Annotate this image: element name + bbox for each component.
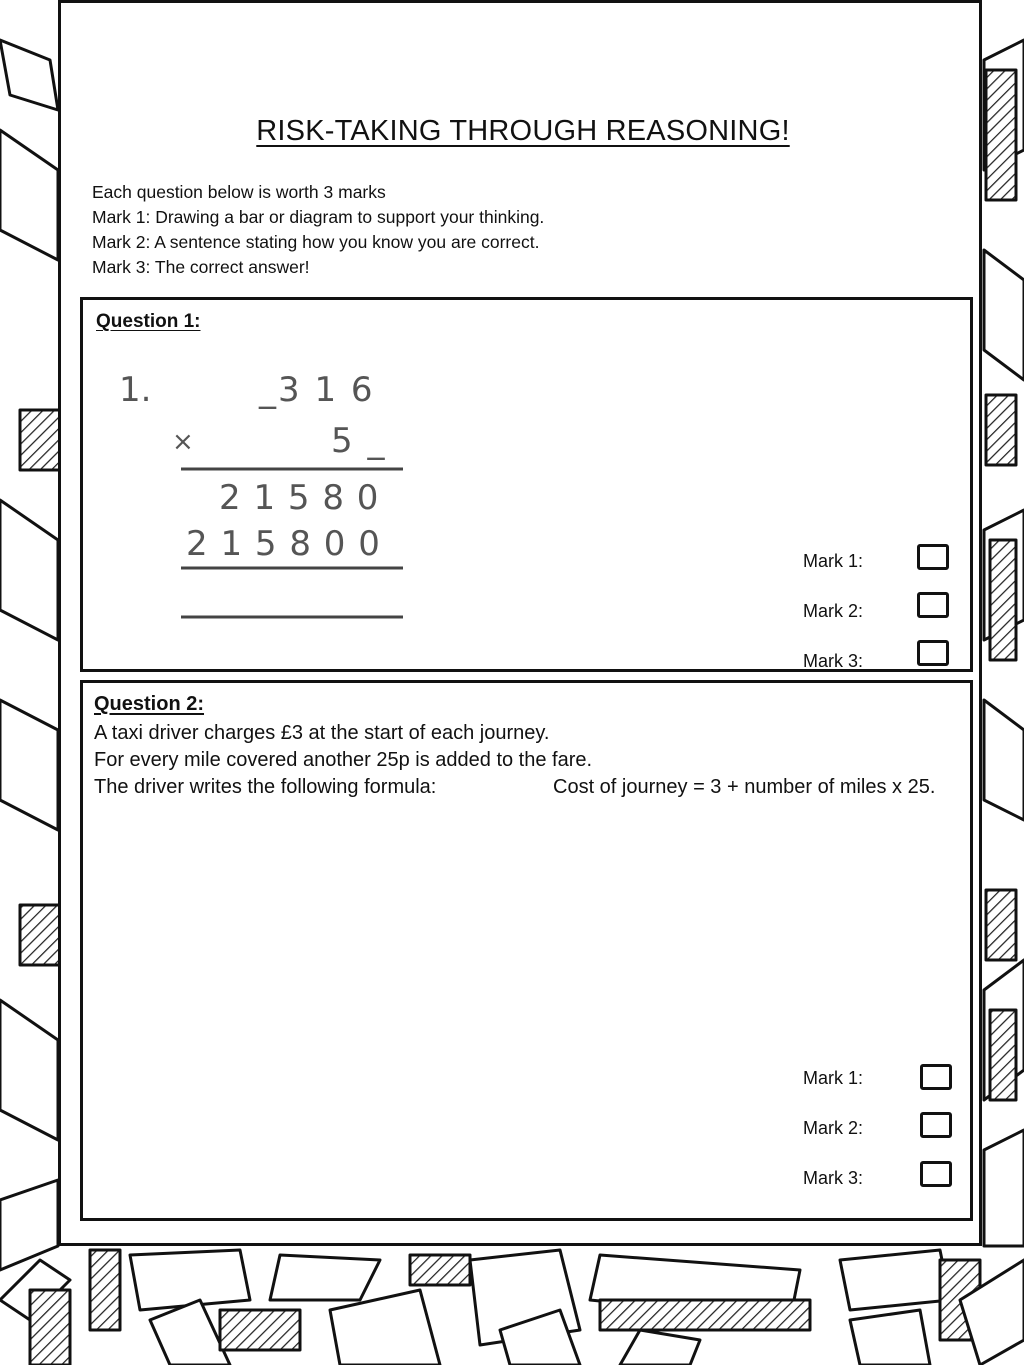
mark-2-label: Mark 2: <box>803 601 864 621</box>
calc-multiplier: 5 _ <box>331 421 387 461</box>
q1-mark-1-checkbox[interactable] <box>917 544 949 570</box>
question-2-line: A taxi driver charges £3 at the start of each journey. <box>94 722 550 744</box>
question-2-text <box>94 720 964 801</box>
calc-top-line: _3 1 6 <box>259 370 375 410</box>
instruction-line: Mark 1: Drawing a bar or diagram to support your thinking. <box>92 207 545 227</box>
question-2-line: For every mile covered another 25p is added to the fare. <box>94 749 593 771</box>
calc-multiply-sign: × <box>172 427 194 457</box>
worksheet-page <box>58 0 982 1246</box>
worksheet-title: RISK-TAKING THROUGH REASONING! <box>256 115 790 147</box>
calc-partial-1: 2 1 5 8 0 <box>219 478 380 518</box>
mark-2-label: Mark 2: <box>803 1118 864 1138</box>
mark-1-label: Mark 1: <box>803 551 864 571</box>
calc-number: 1. <box>119 370 152 410</box>
question-2-line-formula-row <box>94 774 964 801</box>
q1-mark-3-checkbox[interactable] <box>917 640 949 666</box>
question-1-label: Question 1: <box>96 311 201 332</box>
mark-3-label: Mark 3: <box>803 651 864 671</box>
question-2-line: The driver writes the following formula: <box>94 776 437 798</box>
calc-partial-2: 2 1 5 8 0 0 <box>186 524 381 564</box>
q1-mark-2-checkbox[interactable] <box>917 592 949 618</box>
mark-1-label: Mark 1: <box>803 1068 864 1088</box>
instruction-line: Mark 3: The correct answer! <box>92 257 310 277</box>
instructions <box>92 180 544 280</box>
multiplication-calculation <box>119 360 419 630</box>
question-1-box <box>80 297 973 672</box>
q2-mark-1-checkbox[interactable] <box>920 1064 952 1090</box>
instruction-line: Mark 2: A sentence stating how you know you are correct. <box>92 232 540 252</box>
instruction-line: Each question below is worth 3 marks <box>92 182 386 202</box>
q2-mark-3-checkbox[interactable] <box>920 1161 952 1187</box>
question-2-label: Question 2: <box>94 693 205 715</box>
question-2-formula: Cost of journey = 3 + number of miles x 25. <box>553 776 936 798</box>
q2-mark-2-checkbox[interactable] <box>920 1112 952 1138</box>
question-2-box <box>80 680 973 1221</box>
mark-3-label: Mark 3: <box>803 1168 864 1188</box>
